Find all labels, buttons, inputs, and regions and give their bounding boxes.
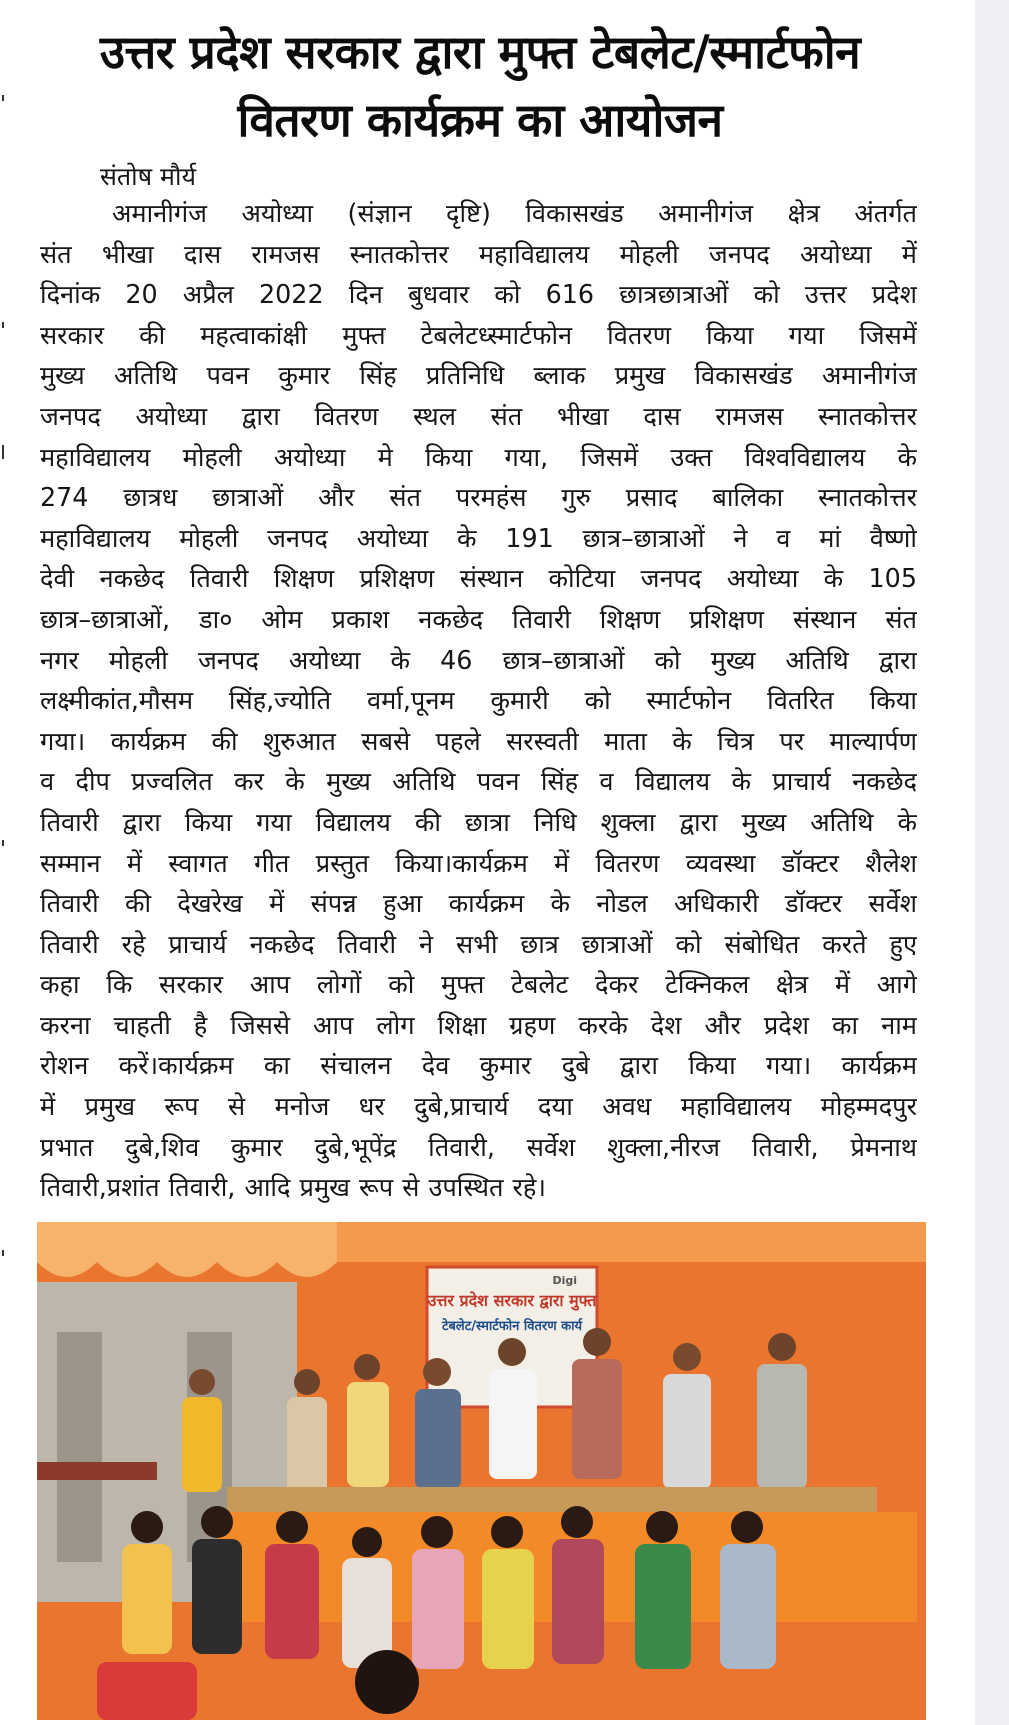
byline: संतोष मौर्य xyxy=(100,162,196,191)
article-line: देवी नकछेद तिवारी शिक्षण प्रशिक्षण संस्थान कोटिया जनपद अयोध्या के 105 xyxy=(40,563,917,594)
page-edge-strip xyxy=(975,0,1009,1725)
margin-mark xyxy=(2,445,4,459)
margin-mark xyxy=(2,95,4,101)
article-line: सरकार की महत्वाकांक्षी मुफ्त टेबलेटध्स्मार्टफोन वितरण किया गया जिसमें xyxy=(40,319,917,350)
article-line: में प्रमुख रूप से मनोज धर दुबे,प्राचार्य दया अवध महाविद्यालय मोहम्मदपुर xyxy=(40,1091,917,1122)
article-line: रोशन करें।कार्यक्रम का संचालन देव कुमार दुबे द्वारा किया गया। कार्यक्रम xyxy=(40,1050,917,1081)
article-line: सम्मान में स्वागत गीत प्रस्तुत किया।कार्यक्रम में वितरण व्यवस्था डॉक्टर शैलेश xyxy=(40,847,917,878)
article-line: तिवारी रहे प्राचार्य नकछेद तिवारी ने सभी छात्र छात्राओं को संबोधित करते हुए xyxy=(40,928,917,959)
article-line: संत भीखा दास रामजस स्नातकोत्तर महाविद्यालय मोहली जनपद अयोध्या में xyxy=(40,238,917,269)
article-line: छात्र–छात्राओं, डा० ओम प्रकाश नकछेद तिवारी शिक्षण प्रशिक्षण संस्थान संत xyxy=(40,603,917,634)
article-line: प्रभात दुबे,शिव कुमार दुबे,भूपेंद्र तिवारी, सर्वेश शुक्ला,नीरज तिवारी, प्रेमनाथ xyxy=(40,1131,917,1162)
article-line: दिनांक 20 अप्रैल 2022 दिन बुधवार को 616 छात्रछात्राओं को उत्तर प्रदेश xyxy=(40,279,917,310)
article-line: व दीप प्रज्वलित कर के मुख्य अतिथि पवन सिंह व विद्यालय के प्राचार्य नकछेद xyxy=(40,766,917,797)
headline xyxy=(30,18,930,154)
banner-line-1: उत्तर प्रदेश सरकार द्वारा मुफ्त xyxy=(427,1291,597,1310)
article-line: लक्ष्मीकांत,मौसम सिंह,ज्योति वर्मा,पूनम कुमारी को स्मार्टफोन वितरित किया xyxy=(40,685,917,716)
article-line: महाविद्यालय मोहली जनपद अयोध्या के 191 छात्र–छात्राओं ने व मां वैष्णो xyxy=(40,522,917,553)
banner-brand: Digi xyxy=(552,1274,577,1287)
foreground-head xyxy=(355,1650,419,1714)
article-line: कहा कि सरकार आप लोगों को मुफ्त टेबलेट देकर टेक्निकल क्षेत्र में आगे xyxy=(40,969,917,1000)
article-line: गया। कार्यक्रम की शुरुआत सबसे पहले सरस्वती माता के चित्र पर माल्यार्पण xyxy=(40,725,917,756)
article-body xyxy=(40,193,917,1208)
article-line: 274 छात्रध छात्राओं और संत परमहंस गुरु प्रसाद बालिका स्नातकोत्तर xyxy=(40,482,917,513)
foreground-chair xyxy=(97,1662,197,1720)
article-line: करना चाहती है जिससे आप लोग शिक्षा ग्रहण करके देश और प्रदेश का नाम xyxy=(40,1009,917,1040)
event-photo xyxy=(37,1222,926,1720)
building-pillar xyxy=(57,1332,102,1562)
banner-line-2: टेबलेट/स्मार्टफोन वितरण कार्य xyxy=(441,1319,583,1334)
tent-scallop xyxy=(37,1222,337,1277)
article-line: नगर मोहली जनपद अयोध्या के 46 छात्र–छात्राओं को मुख्य अतिथि द्वारा xyxy=(40,644,917,675)
article-line: मुख्य अतिथि पवन कुमार सिंह प्रतिनिधि ब्लाक प्रमुख विकासखंड अमानीगंज xyxy=(40,360,917,391)
margin-mark xyxy=(2,1250,4,1256)
article-line: जनपद अयोध्या द्वारा वितरण स्थल संत भीखा दास रामजस स्नातकोत्तर xyxy=(40,400,917,431)
headline-line-1: उत्तर प्रदेश सरकार द्वारा मुफ्त टेबलेट/स्मार्टफोन xyxy=(99,25,861,79)
article-line: तिवारी,प्रशांत तिवारी, आदि प्रमुख रूप से उपस्थित रहे। xyxy=(40,1172,546,1203)
railing xyxy=(37,1462,157,1480)
event-photo-illustration xyxy=(37,1222,926,1720)
margin-mark xyxy=(2,322,4,328)
margin-mark xyxy=(2,840,4,846)
article-line: तिवारी द्वारा किया गया विद्यालय की छात्रा निधि शुक्ला द्वारा मुख्य अतिथि के xyxy=(40,806,917,837)
article-line: अमानीगंज अयोध्या (संज्ञान दृष्टि) विकासखंड अमानीगंज क्षेत्र अंतर्गत xyxy=(112,198,917,228)
headline-line-2: वितरण कार्यक्रम का आयोजन xyxy=(237,93,723,147)
article-line: तिवारी की देखरेख में संपन्न हुआ कार्यक्रम के नोडल अधिकारी डॉक्टर सर्वेश xyxy=(40,888,917,919)
article-line: महाविद्यालय मोहली अयोध्या मे किया गया, जिसमें उक्त विश्वविद्यालय के xyxy=(40,441,917,472)
